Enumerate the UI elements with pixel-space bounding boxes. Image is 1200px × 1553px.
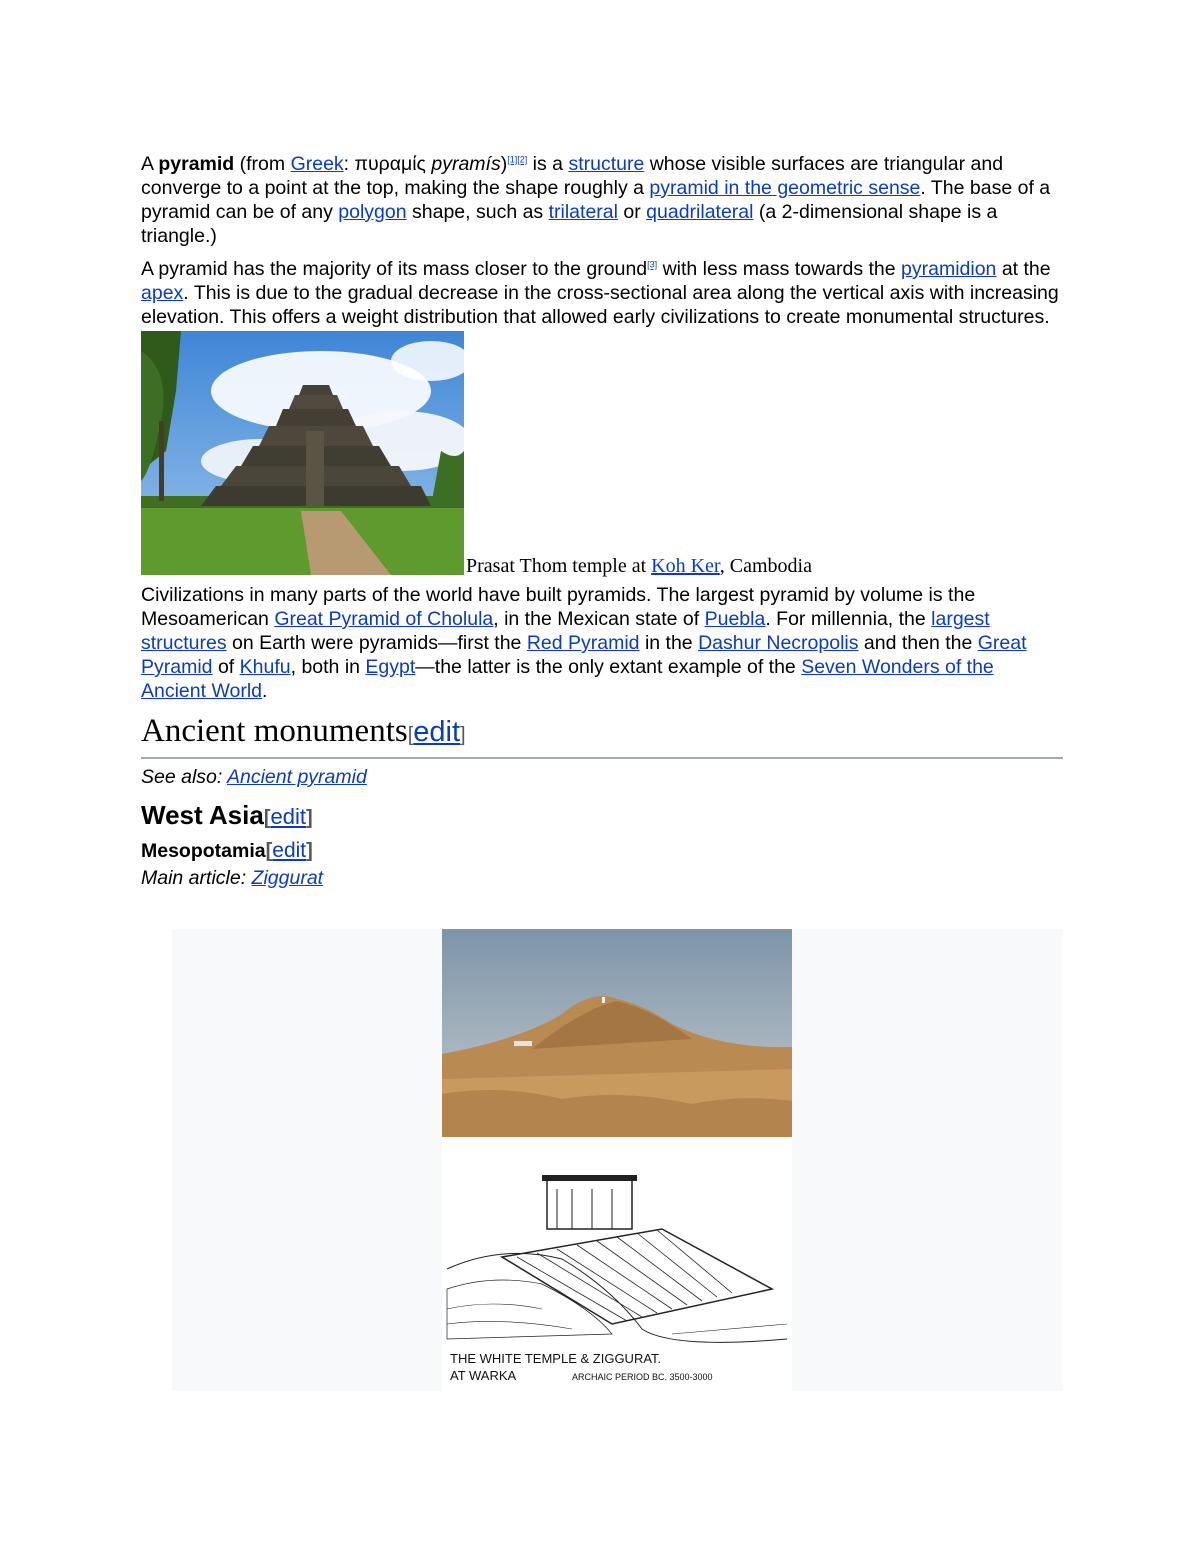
link-apex[interactable]: apex (141, 282, 184, 304)
bracket: [ (407, 724, 414, 746)
heading-ancient-monuments (141, 711, 1063, 759)
text: Civilizations in many parts of the world have built pyramids. The largest pyramid by volume is the Mesoamerican (141, 584, 976, 630)
see-also-hatnote (141, 765, 1063, 789)
text: or (617, 201, 647, 223)
link-trilateral[interactable]: trilateral (548, 201, 618, 223)
italic-term: pyramís (431, 153, 501, 175)
text: (a 2-dimensional shape is a triangle.) (141, 201, 998, 247)
link-egypt[interactable]: Egypt (365, 656, 416, 678)
link-structure[interactable]: structure (568, 153, 645, 175)
heading-mesopotamia (141, 838, 1063, 864)
figure-caption (464, 555, 812, 577)
ziggurat-ruins-photo[interactable] (442, 929, 792, 1137)
link-great-pyramid[interactable]: Great Pyramid (141, 632, 1027, 678)
text: on Earth were pyramids—first the (226, 632, 527, 654)
link-dashur-necropolis[interactable]: Dashur Necropolis (698, 632, 859, 654)
ziggurat-gallery (172, 929, 1062, 1391)
edit-link-mesopotamia[interactable]: edit (272, 839, 307, 862)
text: shape, such as (406, 201, 549, 223)
reference-1-2[interactable]: [1][2] (507, 154, 528, 165)
text: at the (996, 258, 1051, 280)
hatnote-label: See also: (141, 766, 227, 788)
link-greek[interactable]: Greek (290, 153, 344, 175)
bracket: ] (305, 807, 313, 829)
bracket: [ (265, 840, 273, 862)
link-pyramidion[interactable]: pyramidion (901, 258, 997, 280)
text: (from (234, 153, 291, 175)
link-largest-structures[interactable]: largest structures (141, 608, 990, 654)
text: ) (500, 153, 508, 175)
text: of (212, 656, 240, 678)
text: . This is due to the gradual decrease in the cross-sectional area along the vertical axis with increasing elevation. This offers a weight distribution that allowed early civilizations to create monumental structures. (141, 282, 1059, 328)
main-article-hatnote (141, 866, 1063, 890)
figure-koh-ker (141, 331, 1063, 575)
link-quadrilateral[interactable]: quadrilateral (646, 201, 754, 223)
text: in the (639, 632, 699, 654)
link-ancient-pyramid[interactable]: Ancient pyramid (227, 766, 367, 788)
link-ziggurat[interactable]: Ziggurat (251, 867, 324, 889)
link-red-pyramid[interactable]: Red Pyramid (526, 632, 640, 654)
bracket: ] (460, 724, 466, 746)
bracket: ] (306, 840, 313, 862)
link-polygon[interactable]: polygon (338, 201, 407, 223)
heading-text: Ancient monuments (141, 713, 408, 749)
white-temple-drawing[interactable] (442, 1139, 792, 1391)
edit-link-ancient-monuments[interactable]: edit (413, 716, 461, 748)
text: with less mass towards the (657, 258, 902, 280)
text: Prasat Thom temple at (466, 555, 652, 577)
link-koh-ker[interactable]: Koh Ker (651, 555, 720, 577)
intro-paragraph (141, 152, 1063, 248)
text: . (262, 680, 268, 702)
hatnote-label: Main article: (141, 867, 252, 889)
text: A (141, 153, 159, 175)
text: : πυραμίς (343, 153, 432, 175)
bold-term: pyramid (158, 153, 235, 175)
text: , in the Mexican state of (493, 608, 705, 630)
text: whose visible surfaces are triangular and converge to a point at the top, making the shape roughly a (141, 153, 1004, 199)
reference-3[interactable]: [3] (647, 259, 658, 270)
civilizations-paragraph (141, 583, 1063, 703)
link-pyramid-geometry[interactable]: pyramid in the geometric sense (649, 177, 921, 199)
drawing-label-line1: THE WHITE TEMPLE & ZIGGURAT. (450, 1351, 662, 1366)
link-puebla[interactable]: Puebla (704, 608, 766, 630)
article-body (141, 152, 1063, 890)
text: A pyramid has the majority of its mass closer to the ground (141, 258, 648, 280)
link-seven-wonders[interactable]: Seven Wonders of the Ancient World (141, 656, 994, 702)
edit-link-west-asia[interactable]: edit (270, 804, 306, 829)
link-khufu[interactable]: Khufu (239, 656, 291, 678)
text: , both in (290, 656, 366, 678)
bracket: [ (263, 807, 271, 829)
text: is a (527, 153, 569, 175)
text: , Cambodia (719, 555, 812, 577)
drawing-label-line3: ARCHAIC PERIOD BC. 3500-3000 (572, 1372, 713, 1382)
text: . For millennia, the (765, 608, 932, 630)
prasat-thom-temple-photo[interactable] (141, 331, 464, 575)
heading-text: Mesopotamia (141, 840, 266, 862)
link-great-pyramid-cholula[interactable]: Great Pyramid of Cholula (274, 608, 494, 630)
text: and then the (858, 632, 978, 654)
drawing-label-line2: AT WARKA (450, 1368, 517, 1383)
text: . The base of a pyramid can be of any (141, 177, 1051, 223)
heading-west-asia (141, 799, 1063, 834)
heading-text: West Asia (141, 800, 264, 830)
text: —the latter is the only extant example of the (415, 656, 802, 678)
mass-paragraph (141, 257, 1063, 329)
